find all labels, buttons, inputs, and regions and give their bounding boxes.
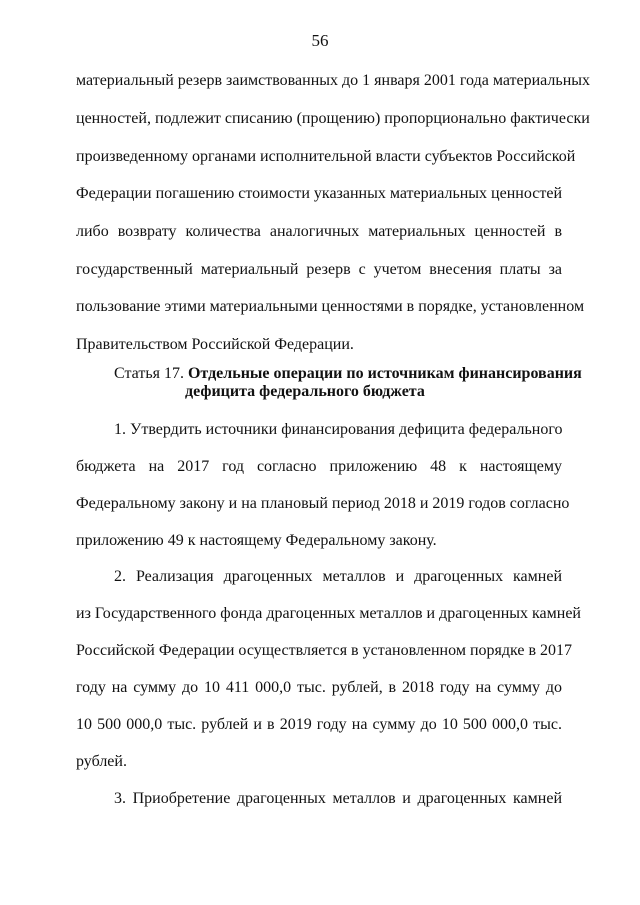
paragraph-line: либо возврату количества аналогичных материальных ценностей в <box>76 223 562 240</box>
paragraph-line: Федерации погашению стоимости указанных материальных ценностей <box>76 185 562 202</box>
item-3-line: 3. Приобретение драгоценных металлов и драгоценных камней <box>114 790 562 807</box>
paragraph-line: государственный материальный резерв с учетом внесения платы за <box>76 261 562 278</box>
article-heading <box>114 364 582 384</box>
page-number: 56 <box>311 31 329 50</box>
paragraph-line: материальный резерв заимствованных до 1 января 2001 года материальных <box>76 72 591 89</box>
article-prefix: Статья 17. <box>114 365 184 382</box>
item-2-line: рублей. <box>76 753 127 770</box>
item-2-line: из Государственного фонда драгоценных металлов и драгоценных камней <box>76 605 581 622</box>
item-2-line: Российской Федерации осуществляется в установленном порядке в 2017 <box>76 642 573 659</box>
item-2-line: 10 500 000,0 тыс. рублей и в 2019 году на сумму до 10 500 000,0 тыс. <box>76 716 562 733</box>
article-title-continued: дефицита федерального бюджета <box>185 383 425 400</box>
paragraph-line: ценностей, подлежит списанию (прощению) пропорционально фактически <box>76 110 590 127</box>
paragraph-line: произведенному органами исполнительной власти субъектов Российской <box>76 148 576 165</box>
article-title: Отдельные операции по источникам финансирования <box>187 365 582 382</box>
item-1-line: приложению 49 к настоящему Федеральному закону. <box>76 532 437 549</box>
item-1-line: Федеральному закону и на плановый период 2018 и 2019 годов согласно <box>76 495 570 512</box>
item-1-line: бюджета на 2017 год согласно приложению 48 к настоящему <box>76 458 562 475</box>
paragraph-line: пользование этими материальными ценностями в порядке, установленном <box>76 298 585 315</box>
paragraph-line: Правительством Российской Федерации. <box>76 336 354 353</box>
item-2-line: 2. Реализация драгоценных металлов и драгоценных камней <box>114 568 562 585</box>
item-1-line: 1. Утвердить источники финансирования дефицита федерального <box>114 421 563 438</box>
item-2-line: году на сумму до 10 411 000,0 тыс. рублей, в 2018 году на сумму до <box>76 679 562 696</box>
